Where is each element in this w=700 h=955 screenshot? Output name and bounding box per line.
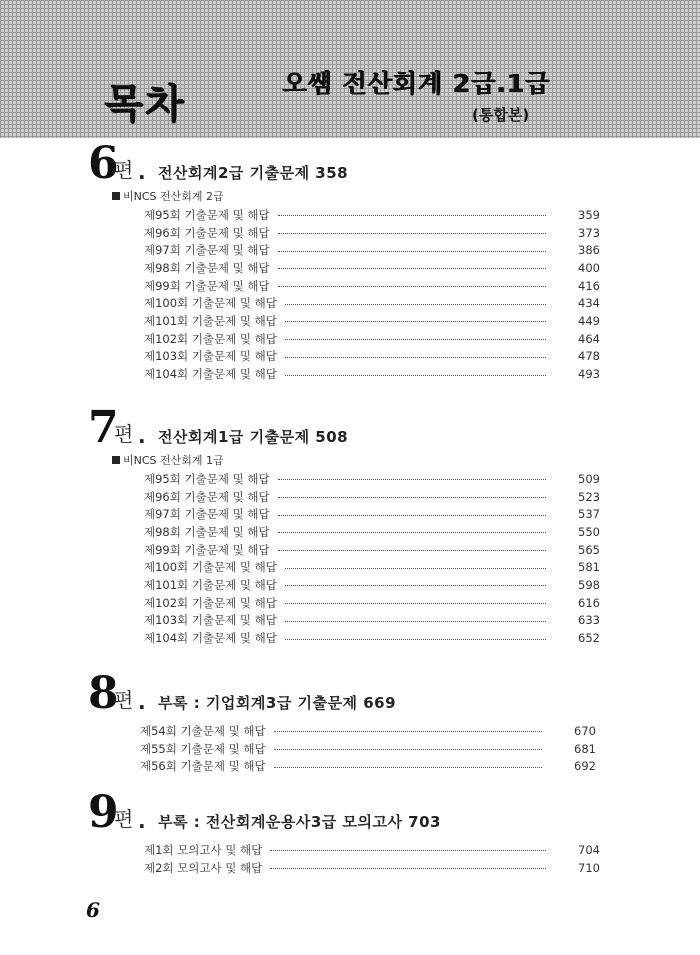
- toc-entry[interactable]: [144, 612, 600, 630]
- part-number: 8: [88, 668, 119, 719]
- part-dot: .: [138, 809, 146, 833]
- entry-label: 제97회 기출문제 및 해답: [144, 243, 270, 258]
- entry-label: 제96회 기출문제 및 해답: [144, 489, 270, 504]
- dot-leader: [285, 357, 546, 358]
- part-title: 전산회계1급 기출문제 508: [158, 428, 349, 446]
- part-dot: .: [138, 424, 146, 448]
- toc-entry[interactable]: [144, 629, 600, 647]
- dot-leader: [278, 251, 546, 252]
- entry-page: 681: [574, 741, 596, 756]
- toc-list: [140, 722, 596, 775]
- dot-leader: [285, 339, 546, 340]
- book-subtitle: (통합본): [472, 106, 530, 124]
- toc-entry[interactable]: [144, 259, 600, 277]
- entry-label: 제2회 모의고사 및 해답: [144, 860, 263, 875]
- entry-page: 449: [578, 313, 600, 328]
- entry-label: 제99회 기출문제 및 해답: [144, 542, 270, 557]
- entry-label: 제98회 기출문제 및 해답: [144, 260, 270, 275]
- toc-list: [144, 841, 600, 876]
- entry-label: 제103회 기출문제 및 해답: [144, 613, 277, 628]
- entry-page: 704: [578, 842, 600, 857]
- entry-page: 670: [574, 723, 596, 738]
- entry-label: 제101회 기출문제 및 해답: [144, 313, 277, 328]
- entry-page: 616: [578, 595, 600, 610]
- toc-entry[interactable]: [144, 365, 600, 383]
- entry-page: 692: [574, 759, 596, 774]
- part-label: 편: [114, 158, 134, 182]
- toc-entry[interactable]: [144, 558, 600, 576]
- entry-page: 359: [578, 207, 600, 222]
- toc-entry[interactable]: [140, 757, 596, 775]
- toc-entry[interactable]: [144, 277, 600, 295]
- entry-page: 550: [578, 524, 600, 539]
- entry-label: 제98회 기출문제 및 해답: [144, 524, 270, 539]
- toc-entry[interactable]: [144, 312, 600, 330]
- toc-entry[interactable]: [144, 576, 600, 594]
- part-9: [88, 787, 648, 876]
- entry-label: 제54회 기출문제 및 해답: [140, 723, 266, 738]
- toc-entry[interactable]: [140, 740, 596, 758]
- toc-entry[interactable]: [144, 523, 600, 541]
- page-number: 6: [86, 898, 100, 922]
- dot-leader: [278, 479, 546, 480]
- dot-leader: [285, 304, 546, 305]
- toc-entry[interactable]: [144, 241, 600, 259]
- part-heading: [88, 402, 648, 456]
- part-dot: .: [138, 160, 146, 184]
- part-8: [88, 668, 648, 775]
- section-label: 비NCS 전산회계 2급: [123, 190, 224, 203]
- dot-leader: [285, 585, 546, 586]
- dot-leader: [278, 268, 546, 269]
- toc-entry[interactable]: [144, 841, 600, 859]
- entry-label: 제102회 기출문제 및 해답: [144, 595, 277, 610]
- entry-label: 제95회 기출문제 및 해답: [144, 207, 270, 222]
- dot-leader: [278, 515, 546, 516]
- toc-entry[interactable]: [144, 859, 600, 877]
- part-7: [88, 402, 648, 647]
- toc-entry[interactable]: [144, 505, 600, 523]
- toc-entry[interactable]: [144, 224, 600, 242]
- section-label: 비NCS 전산회계 1급: [123, 454, 224, 467]
- entry-label: 제103회 기출문제 및 해답: [144, 349, 277, 364]
- entry-label: 제101회 기출문제 및 해답: [144, 577, 277, 592]
- entry-page: 464: [578, 331, 600, 346]
- entry-label: 제104회 기출문제 및 해답: [144, 631, 277, 646]
- entry-page: 633: [578, 613, 600, 628]
- dot-leader: [274, 731, 542, 732]
- entry-label: 제95회 기출문제 및 해답: [144, 471, 270, 486]
- part-number: 6: [88, 138, 119, 189]
- toc-list: [144, 470, 600, 647]
- header-banner: [0, 0, 700, 138]
- part-title: 부록 : 기업회계3급 기출문제 669: [158, 694, 397, 712]
- dot-leader: [285, 621, 546, 622]
- entry-label: 제56회 기출문제 및 해답: [140, 759, 266, 774]
- part-label: 편: [114, 688, 134, 712]
- toc-list: [144, 206, 600, 383]
- part-title: 부록 : 전산회계운용사3급 모의고사 703: [158, 813, 441, 831]
- entry-page: 523: [578, 489, 600, 504]
- entry-label: 제104회 기출문제 및 해답: [144, 367, 277, 382]
- toc-entry[interactable]: [144, 541, 600, 559]
- toc-entry[interactable]: [140, 722, 596, 740]
- part-heading: [88, 668, 648, 722]
- part-label: 편: [114, 807, 134, 831]
- entry-page: 537: [578, 507, 600, 522]
- dot-leader: [278, 215, 546, 216]
- checkbox-bullet-icon: [112, 456, 120, 464]
- dot-leader: [285, 375, 546, 376]
- dot-leader: [270, 850, 546, 851]
- entry-label: 제97회 기출문제 및 해답: [144, 507, 270, 522]
- dot-leader: [278, 532, 546, 533]
- part-title: 전산회계2급 기출문제 358: [158, 164, 349, 182]
- entry-page: 581: [578, 560, 600, 575]
- part-6: [88, 138, 648, 383]
- toc-entry[interactable]: [144, 348, 600, 366]
- toc-entry[interactable]: [144, 206, 600, 224]
- part-heading: [88, 787, 648, 841]
- entry-page: 493: [578, 367, 600, 382]
- entry-label: 제55회 기출문제 및 해답: [140, 741, 266, 756]
- entry-page: 710: [578, 860, 600, 875]
- part-heading: [88, 138, 648, 192]
- dot-leader: [274, 749, 542, 750]
- dot-leader: [278, 233, 546, 234]
- toc-entry[interactable]: [144, 488, 600, 506]
- book-title: 오썜 전산회계 2급.1급: [282, 69, 550, 98]
- toc-entry[interactable]: [144, 330, 600, 348]
- part-label: 편: [114, 422, 134, 446]
- entry-page: 598: [578, 577, 600, 592]
- dot-leader: [270, 868, 546, 869]
- checkbox-bullet-icon: [112, 192, 120, 200]
- dot-leader: [285, 639, 546, 640]
- entry-label: 제100회 기출문제 및 해답: [144, 560, 277, 575]
- toc-entry[interactable]: [144, 470, 600, 488]
- dot-leader: [278, 286, 546, 287]
- part-number: 7: [88, 402, 119, 453]
- part-dot: .: [138, 690, 146, 714]
- part-number: 9: [88, 787, 119, 838]
- entry-page: 373: [578, 225, 600, 240]
- entry-label: 제100회 기출문제 및 해답: [144, 296, 277, 311]
- entry-label: 제1회 모의고사 및 해답: [144, 842, 263, 857]
- entry-page: 400: [578, 260, 600, 275]
- entry-page: 509: [578, 471, 600, 486]
- entry-label: 제99회 기출문제 및 해답: [144, 278, 270, 293]
- dot-leader: [285, 568, 546, 569]
- entry-label: 제96회 기출문제 및 해답: [144, 225, 270, 240]
- dot-leader: [285, 321, 546, 322]
- entry-page: 386: [578, 243, 600, 258]
- entry-label: 제102회 기출문제 및 해답: [144, 331, 277, 346]
- entry-page: 416: [578, 278, 600, 293]
- entry-page: 434: [578, 296, 600, 311]
- dot-leader: [274, 767, 542, 768]
- dot-leader: [278, 550, 546, 551]
- toc-heading: 목차: [104, 81, 186, 127]
- entry-page: 652: [578, 631, 600, 646]
- toc-entry[interactable]: [144, 294, 600, 312]
- entry-page: 565: [578, 542, 600, 557]
- entry-page: 478: [578, 349, 600, 364]
- dot-leader: [285, 603, 546, 604]
- dot-leader: [278, 497, 546, 498]
- toc-entry[interactable]: [144, 594, 600, 612]
